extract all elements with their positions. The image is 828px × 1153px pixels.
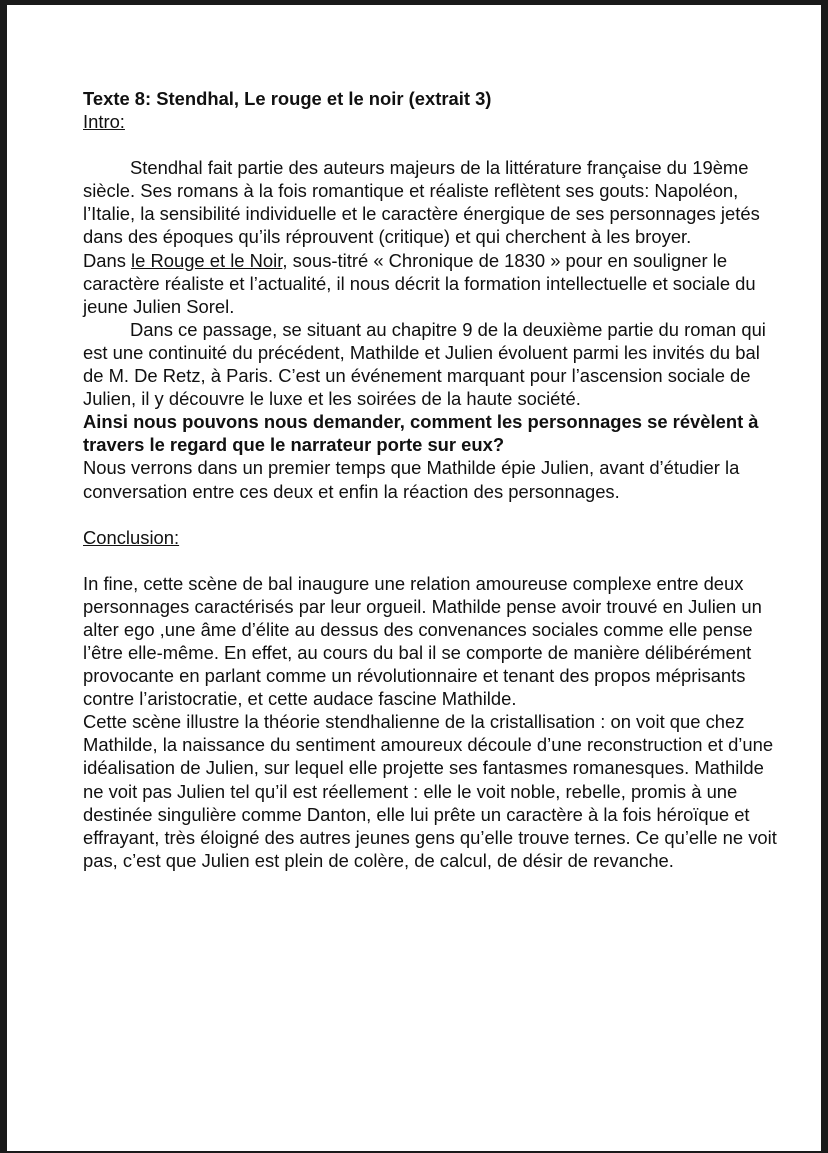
work-title: le Rouge et le Noir: [131, 249, 283, 271]
intro-paragraph-1: Stendhal fait partie des auteurs majeurs de la littérature française du 19ème siècle. Ses romans à la fois romantique et réaliste reflètent ses gouts: Napoléon, l’Italie, la sensibilité individuelle et le caractère énergique de ses personnages jetés dans des époques qu’ils réprouvent (critique) et qui cherchent à les broyer.: [83, 157, 760, 248]
intro-paragraph-3: Dans ce passage, se situant au chapitre 9 de la deuxième partie du roman qui est une continuité du précédent, Mathilde et Julien évoluent parmi les invités du bal de M. De Retz, à Paris. C’est un événement marquant pour l’ascension sociale de Julien, il y découvre le luxe et les soirées de la haute société.: [83, 318, 766, 410]
spacer: [83, 133, 781, 156]
spacer: [83, 503, 781, 526]
conclusion-heading: Conclusion:: [83, 526, 180, 548]
intro-paragraph-2-end: , sous-titré « Chronique de 1830 » pour en souligner le caractère réaliste et l’actualité, il nous décrit la formation intellectuelle et sociale du jeune Julien Sorel.: [83, 249, 756, 317]
intro-paragraph-2-start: Dans: [83, 249, 132, 271]
spacer: [83, 549, 781, 572]
plan-paragraph: Nous verrons dans un premier temps que Mathilde épie Julien, avant d’étudier la conversation entre ces deux et enfin la réaction des personnages.: [83, 457, 740, 502]
document-page: [7, 5, 821, 1151]
intro-paragraph-2: [83, 249, 781, 318]
document-title: Texte 8: Stendhal, Le rouge et le noir (extrait 3): [83, 88, 492, 109]
intro-heading: Intro:: [83, 111, 125, 133]
conclusion-paragraph-2: Cette scène illustre la théorie stendhalienne de la cristallisation : on voit que chez Mathilde, la naissance du sentiment amoureux découle d’une reconstruction et d’une idéalisation de Julien, sur lequel elle projette ses fantasmes romanesques. Mathilde ne voit pas Julien tel qu’il est réellement : elle le voit noble, rebelle, promis à une destinée singulière comme Danton, elle lui prête un caractère à la fois héroïque et effrayant, très éloigné des autres jeunes gens qu’elle trouve ternes. Ce qu’elle ne voit pas, c’est que Julien est plein de colère, de calcul, de désir de revanche.: [83, 711, 777, 871]
conclusion-paragraph-1: In fine, cette scène de bal inaugure une relation amoureuse complexe entre deux personnages caractérisés par leur orgueil. Mathilde pense avoir trouvé en Julien un alter ego ,une âme d’élite au dessus des convenances sociales comme elle pense l’être elle-même. En effet, au cours du bal il se comporte de manière délibérément provocante en parlant comme un révolutionnaire et tenant des propos méprisants contre l’aristocratie, et cette audace fascine Mathilde.: [83, 572, 762, 710]
problematique: Ainsi nous pouvons nous demander, comment les personnages se révèlent à travers le regard que le narrateur porte sur eux?: [83, 411, 759, 456]
